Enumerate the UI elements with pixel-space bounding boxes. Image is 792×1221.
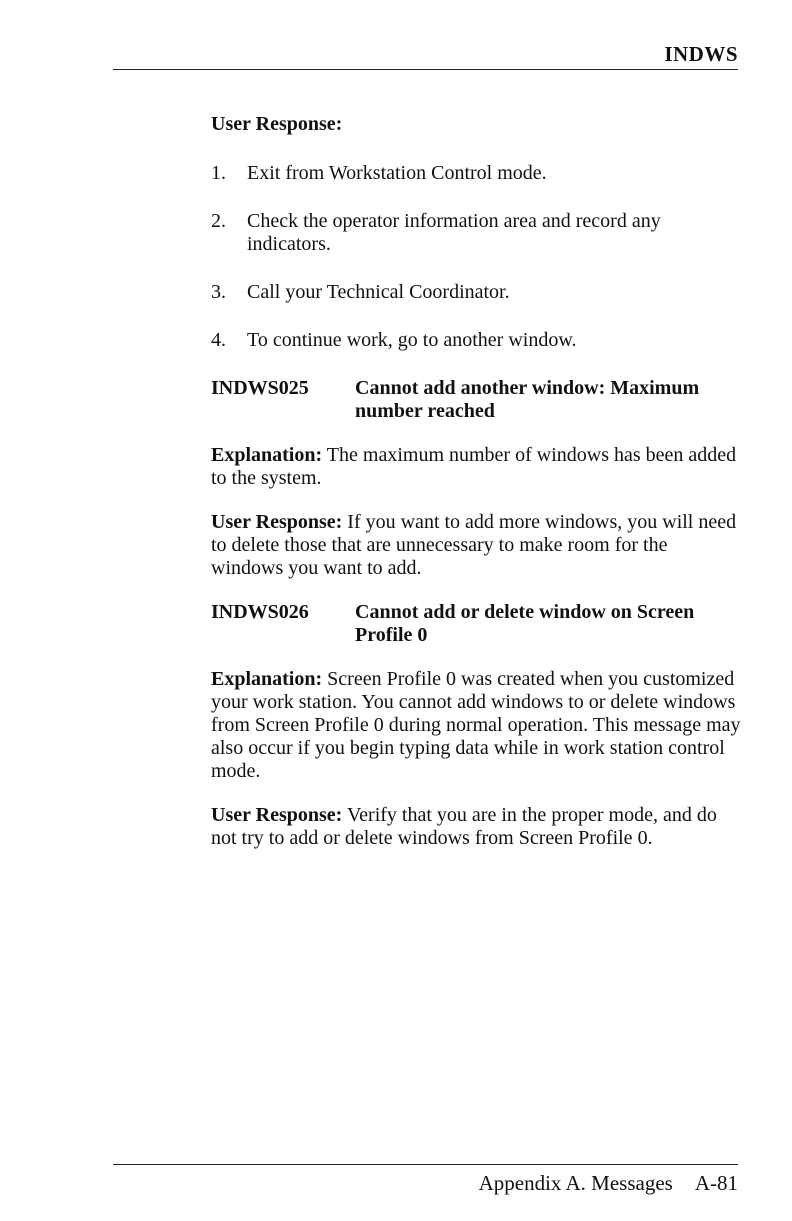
step-number: 4. bbox=[211, 329, 226, 351]
explanation-label: Explanation: bbox=[211, 444, 323, 466]
step-number: 3. bbox=[211, 281, 226, 303]
footer-rule bbox=[113, 1164, 738, 1165]
step-number: 1. bbox=[211, 162, 226, 184]
step-text: Check the operator information area and record any indicators. bbox=[247, 210, 661, 255]
list-item bbox=[211, 210, 741, 256]
response-steps bbox=[211, 162, 741, 352]
message-code: INDWS025 bbox=[211, 377, 309, 399]
user-response-text: If you want to add more windows, you will need to delete those that are unnecessary to make room for the windows you want to add. bbox=[211, 511, 737, 579]
list-item bbox=[211, 329, 741, 352]
user-response-paragraph bbox=[211, 804, 741, 850]
user-response-label: User Response: bbox=[211, 804, 343, 826]
explanation-paragraph bbox=[211, 668, 741, 783]
header-rule bbox=[113, 69, 738, 70]
user-response-text: Verify that you are in the proper mode, and do not try to add or delete windows from Screen Profile 0. bbox=[211, 804, 717, 849]
page-body bbox=[211, 113, 741, 871]
step-text: Call your Technical Coordinator. bbox=[247, 281, 510, 303]
footer-section: Appendix A. Messages bbox=[478, 1171, 673, 1195]
step-text: To continue work, go to another window. bbox=[247, 329, 577, 351]
page-number: A-81 bbox=[694, 1171, 738, 1195]
explanation-text: Screen Profile 0 was created when you customized your work station. You cannot add windows to or delete windows from Screen Profile 0 during normal operation. This message may also occur if you begin typing data while in work station control mode. bbox=[211, 668, 741, 782]
user-response-paragraph bbox=[211, 511, 741, 580]
explanation-paragraph bbox=[211, 444, 741, 490]
list-item bbox=[211, 162, 741, 185]
explanation-label: Explanation: bbox=[211, 668, 323, 690]
message-title: Cannot add or delete window on Screen Profile 0 bbox=[355, 601, 695, 646]
explanation-text: The maximum number of windows has been added to the system. bbox=[211, 444, 737, 489]
user-response-label: User Response: bbox=[211, 511, 343, 533]
list-item bbox=[211, 281, 741, 304]
user-response-heading: User Response: bbox=[211, 113, 343, 135]
message-heading-indws025 bbox=[211, 377, 741, 423]
message-heading-indws026 bbox=[211, 601, 741, 647]
step-number: 2. bbox=[211, 210, 226, 232]
step-text: Exit from Workstation Control mode. bbox=[247, 162, 547, 184]
message-code: INDWS026 bbox=[211, 601, 309, 623]
page-footer bbox=[479, 1171, 738, 1196]
running-header: INDWS bbox=[664, 42, 738, 66]
message-title: Cannot add another window: Maximum number reached bbox=[355, 377, 700, 422]
